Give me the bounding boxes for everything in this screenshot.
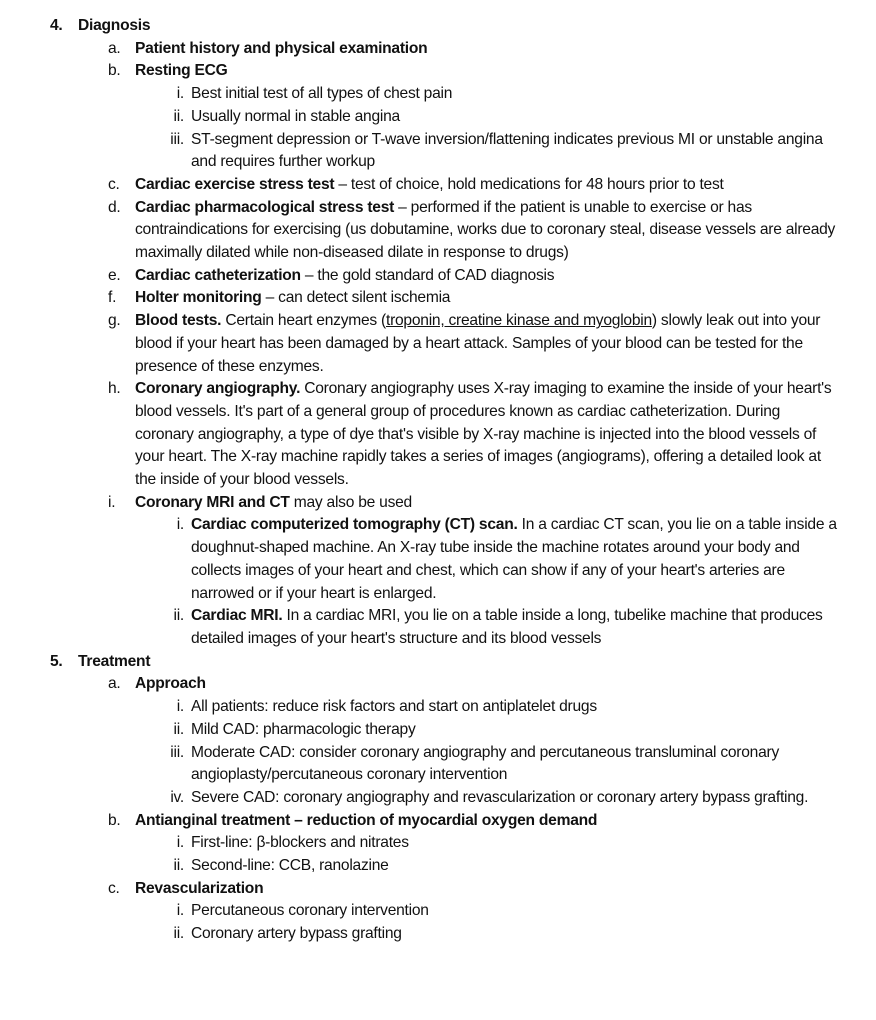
list-item — [0, 923, 876, 946]
list-item-text — [135, 60, 840, 83]
list-item-text — [135, 310, 840, 378]
list-item — [0, 696, 876, 719]
section-number: 4. — [50, 17, 63, 34]
list-item-text — [191, 900, 840, 923]
item-heading: Antianginal treatment – reduction of myocardial oxygen demand — [135, 811, 598, 829]
list-marker: i. — [176, 834, 184, 852]
section-title: Treatment — [78, 652, 151, 670]
list-marker: b. — [108, 62, 121, 80]
item-text: In a cardiac MRI, you lie on a table inside a long, tubelike machine that produces detailed images of your heart's structure and its blood vessels — [191, 607, 823, 647]
list-marker: d. — [108, 198, 121, 216]
list-marker: ii. — [173, 720, 184, 738]
list-item — [0, 174, 876, 197]
list-marker: iv. — [170, 788, 184, 806]
list-item-text — [191, 605, 840, 650]
list-item — [0, 514, 876, 605]
list-item-text — [191, 129, 840, 174]
list-item — [0, 265, 876, 288]
item-text: Second-line: CCB, ranolazine — [191, 857, 389, 875]
list-item-text — [135, 492, 840, 515]
item-heading: Coronary MRI and CT — [135, 493, 290, 511]
item-text: – performed if the patient is unable to exercise or has contraindications for exercising (us dobutamine, works due to coronary steal, disease vessels are already maximally dilated while non-diseased dilate in response to drugs) — [135, 198, 836, 262]
list-item — [0, 378, 876, 492]
list-item-text — [191, 832, 840, 855]
item-text: In a cardiac CT scan, you lie on a table inside a doughnut-shaped machine. An X-ray tube inside the machine rotates around your body and collects images of your heart and chest, which can show if any of your heart's arteries are narrowed or if your heart is enlarged. — [191, 516, 837, 602]
list-item — [0, 287, 876, 310]
item-text: ) slowly leak out into your blood if your heart has been damaged by a heart attack. Samples of your blood can be tested for the presence of these enzymes. — [135, 312, 821, 375]
list-marker: b. — [108, 811, 121, 829]
item-heading: Coronary angiography. — [135, 380, 301, 398]
list-marker: iii. — [170, 743, 184, 761]
list-marker: ii. — [173, 107, 184, 125]
item-text: Coronary artery bypass grafting — [191, 925, 402, 943]
list-item — [0, 787, 876, 810]
section-title: Diagnosis — [78, 17, 151, 34]
list-item-text — [135, 673, 840, 696]
document — [0, 15, 876, 946]
list-item — [0, 900, 876, 923]
section-number: 5. — [50, 652, 63, 670]
list-item-text — [135, 287, 840, 310]
item-text: Best initial test of all types of chest pain — [191, 85, 453, 103]
section-heading — [0, 15, 876, 38]
list-item — [0, 197, 876, 265]
list-item-text — [191, 742, 840, 787]
list-marker: i. — [176, 698, 184, 716]
item-text: Coronary angiography uses X-ray imaging to examine the inside of your heart's blood vessels. It's part of a general group of procedures known as cardiac catheterization. During coronary angiography, a type of dye that's visible by X-ray machine is injected into the blood vessels of your heart. The X-ray machine rapidly takes a series of images (angiograms), offering a detailed look at the inside of your blood vessels. — [135, 380, 832, 489]
list-item — [0, 810, 876, 833]
item-text: Certain heart enzymes ( — [221, 312, 386, 330]
item-text: ST-segment depression or T-wave inversion/flattening indicates previous MI or unstable angina and requires further workup — [191, 130, 823, 171]
section-heading — [0, 651, 876, 674]
list-item-text — [191, 719, 840, 742]
item-text: Severe CAD: coronary angiography and revascularization or coronary artery bypass grafting. — [191, 788, 809, 806]
list-marker: h. — [108, 380, 121, 398]
list-marker: a. — [108, 675, 121, 693]
item-text: – the gold standard of CAD diagnosis — [300, 266, 555, 284]
item-text: – can detect silent ischemia — [261, 289, 451, 307]
item-heading: Holter monitoring — [135, 289, 262, 307]
underlined-text: troponin, creatine kinase and myoglobin — [385, 312, 652, 330]
item-heading: Blood tests. — [135, 312, 222, 330]
item-heading: Resting ECG — [135, 62, 228, 80]
list-marker: c. — [108, 175, 120, 193]
list-marker: e. — [108, 266, 121, 284]
item-heading: Cardiac pharmacological stress test — [135, 198, 395, 216]
list-item-text — [135, 878, 840, 901]
list-item — [0, 855, 876, 878]
list-item — [0, 38, 876, 61]
list-item — [0, 106, 876, 129]
item-heading: Cardiac catheterization — [135, 266, 301, 284]
list-item — [0, 129, 876, 174]
list-item-text — [191, 106, 840, 129]
item-heading: Revascularization — [135, 879, 264, 897]
list-marker: g. — [108, 312, 121, 330]
item-heading: Cardiac MRI. — [191, 607, 283, 625]
list-item — [0, 878, 876, 901]
list-item — [0, 492, 876, 515]
list-item — [0, 310, 876, 378]
list-item-text — [135, 38, 840, 61]
item-text: Usually normal in stable angina — [191, 107, 400, 125]
list-marker: i. — [176, 85, 184, 103]
list-item-text — [191, 514, 840, 605]
list-marker: c. — [108, 879, 120, 897]
list-item-text — [191, 923, 840, 946]
list-marker: ii. — [173, 925, 184, 943]
list-item-text — [191, 787, 840, 810]
item-text: Percutaneous coronary intervention — [191, 902, 429, 920]
list-item — [0, 673, 876, 696]
item-text: Moderate CAD: consider coronary angiography and percutaneous transluminal coronary angioplasty/percutaneous coronary intervention — [191, 743, 779, 784]
list-item-text — [135, 378, 840, 492]
list-item-text — [135, 265, 840, 288]
list-item-text — [135, 197, 840, 265]
list-item — [0, 83, 876, 106]
item-heading: Cardiac computerized tomography (CT) scan. — [191, 516, 518, 534]
item-text: First-line: β-blockers and nitrates — [191, 834, 409, 852]
list-item — [0, 60, 876, 83]
list-item — [0, 605, 876, 650]
item-text: – test of choice, hold medications for 48 hours prior to test — [334, 175, 724, 193]
item-text: All patients: reduce risk factors and start on antiplatelet drugs — [191, 698, 597, 716]
list-marker: ii. — [173, 857, 184, 875]
item-text: may also be used — [289, 493, 412, 511]
list-item-text — [191, 855, 840, 878]
list-item-text — [135, 810, 840, 833]
list-marker: f. — [108, 289, 117, 307]
list-item-text — [135, 174, 840, 197]
list-marker: i. — [108, 493, 116, 511]
list-item — [0, 719, 876, 742]
list-item — [0, 742, 876, 787]
item-text: Mild CAD: pharmacologic therapy — [191, 720, 416, 738]
item-heading: Patient history and physical examination — [135, 39, 428, 57]
list-item-text — [191, 696, 840, 719]
list-marker: i. — [176, 516, 184, 534]
list-marker: iii. — [170, 130, 184, 148]
item-heading: Approach — [135, 675, 206, 693]
list-item-text — [191, 83, 840, 106]
list-item — [0, 832, 876, 855]
list-marker: ii. — [173, 607, 184, 625]
list-marker: i. — [176, 902, 184, 920]
item-heading: Cardiac exercise stress test — [135, 175, 335, 193]
list-marker: a. — [108, 39, 121, 57]
